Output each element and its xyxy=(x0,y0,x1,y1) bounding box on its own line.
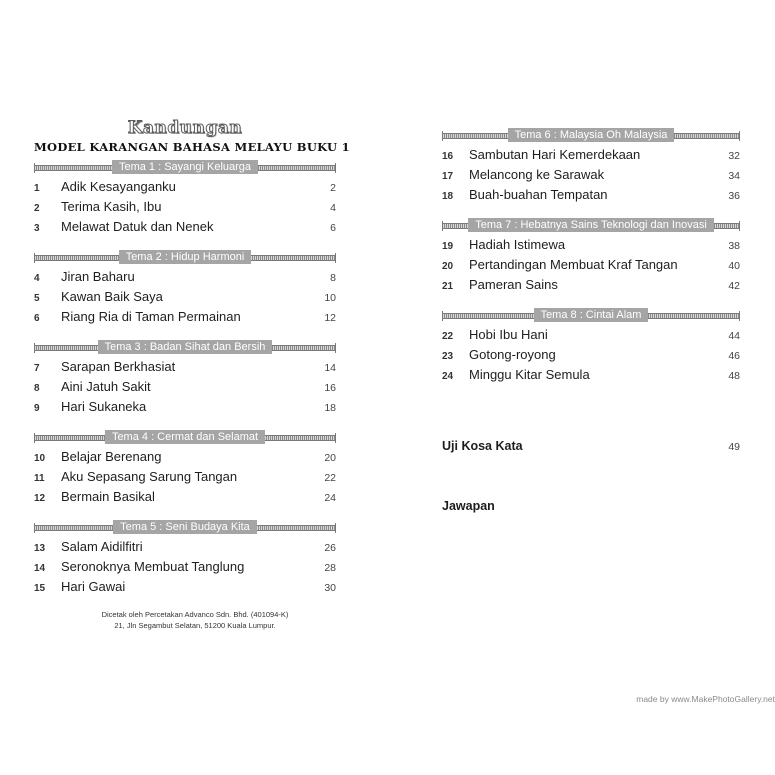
entry-title: Buah-buahan Tempatan xyxy=(469,187,608,202)
entry-page-number: 32 xyxy=(728,150,740,162)
entry-number: 17 xyxy=(442,171,454,182)
entry-page-number: 14 xyxy=(324,362,336,374)
entry-page-number: 34 xyxy=(728,170,740,182)
toc-entry xyxy=(442,275,740,295)
entry-number: 16 xyxy=(442,151,454,162)
entry-number: 23 xyxy=(442,351,454,362)
entry-title: Melawat Datuk dan Nenek xyxy=(61,219,214,234)
entry-page-number: 26 xyxy=(324,542,336,554)
theme-section xyxy=(34,159,336,237)
toc-entry xyxy=(34,197,336,217)
entry-page-number: 40 xyxy=(728,260,740,272)
entry-title: Pameran Sains xyxy=(469,277,558,292)
entry-page-number: 10 xyxy=(324,292,336,304)
entry-number: 5 xyxy=(34,293,40,304)
book-title: MODEL KARANGAN BAHASA MELAYU BUKU 1 xyxy=(34,140,350,154)
theme-header xyxy=(34,159,336,175)
entry-title: Minggu Kitar Semula xyxy=(469,367,590,382)
entry-title: Hobi Ibu Hani xyxy=(469,327,548,342)
entry-number: 4 xyxy=(34,273,40,284)
entry-number: 10 xyxy=(34,453,46,464)
entry-page-number: 8 xyxy=(330,272,336,284)
theme-section xyxy=(34,429,336,507)
toc-entry xyxy=(34,487,336,507)
entry-title: Hadiah Istimewa xyxy=(469,237,566,252)
entry-title: Sambutan Hari Kemerdekaan xyxy=(469,147,641,162)
theme-label: Tema 7 : Hebatnya Sains Teknologi dan Inovasi xyxy=(468,218,714,232)
toc-entry xyxy=(442,235,740,255)
uji-kosa-kata-entry xyxy=(442,439,740,453)
entry-page-number: 6 xyxy=(330,222,336,234)
entry-number: 8 xyxy=(34,383,40,394)
toc-entry xyxy=(34,577,336,597)
entry-page-number: 44 xyxy=(728,330,740,342)
left-theme-list xyxy=(34,159,336,597)
toc-entry xyxy=(442,325,740,345)
right-theme-list xyxy=(442,127,740,385)
toc-entry xyxy=(34,377,336,397)
entry-number: 18 xyxy=(442,191,454,202)
theme-header xyxy=(34,519,336,535)
entry-page-number: 42 xyxy=(728,280,740,292)
entry-page-number: 46 xyxy=(728,350,740,362)
theme-section xyxy=(34,519,336,597)
left-page xyxy=(34,118,350,631)
entry-list xyxy=(34,357,336,417)
theme-header xyxy=(442,307,740,323)
toc-entry xyxy=(34,177,336,197)
entry-title: Seronoknya Membuat Tanglung xyxy=(61,559,245,574)
entry-page-number: 2 xyxy=(330,182,336,194)
entry-title: Terima Kasih, Ibu xyxy=(61,199,162,214)
entry-page-number: 20 xyxy=(324,452,336,464)
theme-header xyxy=(442,217,740,233)
theme-header xyxy=(34,249,336,265)
entry-page-number: 16 xyxy=(324,382,336,394)
printer-line-1: Dicetak oleh Percetakan Advanco Sdn. Bhd. (401094-K) xyxy=(101,610,289,619)
toc-entry xyxy=(34,267,336,287)
theme-section xyxy=(442,307,740,385)
entry-number: 13 xyxy=(34,543,46,554)
entry-page-number: 38 xyxy=(728,240,740,252)
theme-label: Tema 5 : Seni Budaya Kita xyxy=(113,520,257,534)
entry-list xyxy=(34,537,336,597)
entry-title: Riang Ria di Taman Permainan xyxy=(61,309,241,324)
entry-number: 24 xyxy=(442,371,454,382)
toc-entry xyxy=(34,357,336,377)
toc-entry xyxy=(34,557,336,577)
uji-kosa-kata-label: Uji Kosa Kata xyxy=(442,439,523,453)
entry-title: Kawan Baik Saya xyxy=(61,289,163,304)
entry-page-number: 48 xyxy=(728,370,740,382)
entry-title: Adik Kesayanganku xyxy=(61,179,176,194)
entry-number: 19 xyxy=(442,241,454,252)
entry-title: Salam Aidilfitri xyxy=(61,539,143,554)
entry-number: 22 xyxy=(442,331,454,342)
entry-number: 3 xyxy=(34,223,40,234)
toc-entry xyxy=(34,217,336,237)
theme-section xyxy=(442,217,740,295)
toc-entry xyxy=(442,165,740,185)
entry-title: Aini Jatuh Sakit xyxy=(61,379,151,394)
printer-line-2: 21, Jln Segambut Selatan, 51200 Kuala Lumpur. xyxy=(114,621,276,630)
entry-page-number: 12 xyxy=(324,312,336,324)
toc-entry xyxy=(442,345,740,365)
entry-title: Jiran Baharu xyxy=(61,269,135,284)
toc-entry xyxy=(34,287,336,307)
entry-list xyxy=(442,145,740,205)
right-page xyxy=(442,127,740,513)
contents-heading: Kandungan xyxy=(127,118,243,138)
entry-number: 7 xyxy=(34,363,40,374)
toc-entry xyxy=(34,537,336,557)
theme-label: Tema 1 : Sayangi Keluarga xyxy=(112,160,258,174)
entry-title: Sarapan Berkhasiat xyxy=(61,359,176,374)
toc-entry xyxy=(34,447,336,467)
entry-title: Bermain Basikal xyxy=(61,489,155,504)
entry-page-number: 22 xyxy=(324,472,336,484)
entry-page-number: 28 xyxy=(324,562,336,574)
toc-entry xyxy=(442,185,740,205)
entry-title: Aku Sepasang Sarung Tangan xyxy=(61,469,238,484)
theme-header xyxy=(34,429,336,445)
entry-number: 6 xyxy=(34,313,40,324)
toc-entry xyxy=(34,467,336,487)
entry-title: Melancong ke Sarawak xyxy=(469,167,605,182)
toc-entry xyxy=(34,397,336,417)
toc-entry xyxy=(442,365,740,385)
entry-title: Hari Gawai xyxy=(61,579,126,594)
entry-list xyxy=(34,177,336,237)
toc-entry xyxy=(442,145,740,165)
entry-number: 9 xyxy=(34,403,40,414)
entry-list xyxy=(34,267,336,327)
entry-page-number: 36 xyxy=(728,190,740,202)
entry-number: 12 xyxy=(34,493,46,504)
entry-page-number: 30 xyxy=(324,582,336,594)
entry-title: Belajar Berenang xyxy=(61,449,162,464)
entry-number: 15 xyxy=(34,583,46,594)
printer-info xyxy=(34,609,336,631)
toc-entry xyxy=(442,255,740,275)
entry-list xyxy=(34,447,336,507)
entry-number: 1 xyxy=(34,183,40,194)
theme-label: Tema 4 : Cermat dan Selamat xyxy=(105,430,265,444)
entry-number: 2 xyxy=(34,203,40,214)
theme-section xyxy=(34,339,336,417)
watermark: made by www.MakePhotoGallery.net xyxy=(636,694,775,704)
theme-section xyxy=(442,127,740,205)
entry-number: 11 xyxy=(34,473,45,484)
entry-title: Hari Sukaneka xyxy=(61,399,147,414)
theme-header xyxy=(442,127,740,143)
theme-header xyxy=(34,339,336,355)
theme-label: Tema 6 : Malaysia Oh Malaysia xyxy=(508,128,675,142)
entry-title: Gotong-royong xyxy=(469,347,556,362)
entry-list xyxy=(442,325,740,385)
entry-title: Pertandingan Membuat Kraf Tangan xyxy=(469,257,678,272)
theme-label: Tema 3 : Badan Sihat dan Bersih xyxy=(98,340,273,354)
entry-number: 20 xyxy=(442,261,454,272)
entry-page-number: 4 xyxy=(330,202,336,214)
entry-page-number: 24 xyxy=(324,492,336,504)
entry-list xyxy=(442,235,740,295)
theme-label: Tema 2 : Hidup Harmoni xyxy=(119,250,252,264)
entry-number: 21 xyxy=(442,281,454,292)
jawapan-label: Jawapan xyxy=(442,499,495,513)
theme-section xyxy=(34,249,336,327)
theme-label: Tema 8 : Cintai Alam xyxy=(534,308,649,322)
entry-page-number: 18 xyxy=(324,402,336,414)
toc-entry xyxy=(34,307,336,327)
jawapan-entry xyxy=(442,499,740,513)
entry-number: 14 xyxy=(34,563,46,574)
uji-kosa-kata-page: 49 xyxy=(728,441,740,453)
